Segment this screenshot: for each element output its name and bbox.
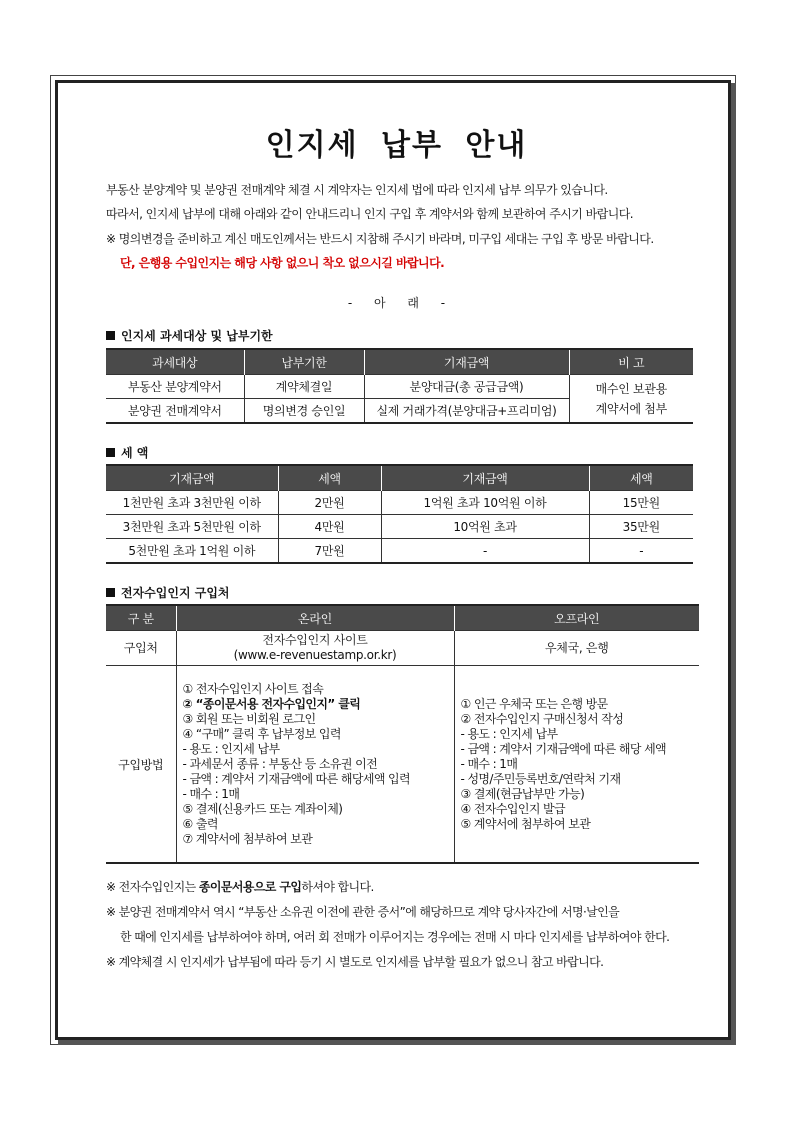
list-item: - 매수 : 1매 [460,756,518,771]
table-cell: 7만원 [278,539,381,564]
list-item: ⑥ 출력 [182,816,218,831]
list-item: - 금액 : 계약서 기재금액에 따른 해당세액 입력 [182,771,411,786]
list-item: ③ 회원 또는 비회원 로그인 [182,711,316,726]
online-place-url: (www.e-revenuestamp.or.kr) [233,648,397,662]
table-row [106,539,693,564]
table-cell: 10억원 초과 [381,515,589,539]
footnote-3: ※ 계약체결 시 인지세가 납부됨에 따라 등기 시 별도로 인지세를 납부할 필요가 없으니 참고 바랍니다. [106,955,604,969]
intro-line-3: ※ 명의변경을 준비하고 계신 매도인께서는 반드시 지참해 주시기 바라며, 미구입 세대는 구입 후 방문 바랍니다. [106,232,654,246]
table-cell: 1억원 초과 10억원 이하 [381,491,589,515]
row-label: 구입처 [106,631,176,666]
table-cell: 부동산 분양계약서 [106,375,244,399]
list-item: ① 전자수입인지 사이트 접속 [182,681,324,696]
header-cell: 세액 [589,465,693,491]
table-cell: 35만원 [589,515,693,539]
table-header-row [106,465,693,491]
table-cell: 실제 거래가격(분양대금+프리미엄) [364,399,569,424]
table-header-row [106,605,699,631]
offline-place-cell: 우체국, 은행 [454,631,699,666]
online-steps [176,666,454,864]
online-place-name: 전자수입인지 사이트 [262,633,368,647]
header-cell: 세액 [278,465,381,491]
table-cell: 4만원 [278,515,381,539]
row-label: 구입방법 [106,666,176,864]
header-cell: 기재금액 [364,349,569,375]
list-item: ② 전자수입인지 구매신청서 작성 [460,711,624,726]
section-heading-taxable [106,327,273,344]
intro-line-2: 따라서, 인지세 납부에 대해 아래와 같이 안내드리니 인지 구입 후 계약서와 함께 보관하여 주시기 바랍니다. [106,207,634,221]
remark-line: 매수인 보관용 [595,381,667,396]
list-item: ④ “구매” 클릭 후 납부정보 입력 [182,726,341,741]
section-heading-label: 전자수입인지 구입처 [121,586,230,600]
list-item: - 금액 : 계약서 기재금액에 따른 해당 세액 [460,741,667,756]
table-cell: - [381,539,589,564]
section-heading-label: 인지세 과세대상 및 납부기한 [121,329,273,343]
table-cell: 1천만원 초과 3천만원 이하 [106,491,278,515]
header-cell: 비 고 [569,349,693,375]
table-row [106,631,699,666]
offline-steps [454,666,699,864]
tax-amount-table [106,464,693,564]
section-heading-tax [106,444,148,461]
table-cell: 5천만원 초과 1억원 이하 [106,539,278,564]
list-item: ② “종이문서용 전자수입인지” 클릭 [182,696,361,711]
list-item: - 매수 : 1매 [182,786,240,801]
page-border-shadow-right [731,83,736,1045]
header-cell: 온라인 [176,605,454,631]
purchase-table [106,604,699,864]
online-place-cell [176,631,454,666]
list-item: ⑤ 계약서에 첨부하여 보관 [460,816,591,831]
table-cell: 명의변경 승인일 [244,399,364,424]
list-item: ⑦ 계약서에 첨부하여 보관 [182,831,313,846]
section-separator: - 아 래 - [347,296,446,310]
table-cell: 계약체결일 [244,375,364,399]
header-cell: 기재금액 [381,465,589,491]
table-cell: - [589,539,693,564]
table-row [106,375,693,399]
page-title: 인지세 납부 안내 [265,128,528,163]
table-cell: 2만원 [278,491,381,515]
table-cell: 분양대금(총 공급금액) [364,375,569,399]
intro-line-1: 부동산 분양계약 및 분양권 전매계약 체결 시 계약자는 인지세 법에 따라 인지세 납부 의무가 있습니다. [106,183,608,197]
intro-warning: 단, 은행용 수입인지는 해당 사항 없으니 착오 없으시길 바랍니다. [120,256,445,270]
footnote-1: ※ 전자수입인지는 종이문서용으로 구입하셔야 합니다. [106,880,374,894]
list-item: ⑤ 결제(신용카드 또는 계좌이체) [182,801,343,816]
header-cell: 구 분 [106,605,176,631]
list-item: - 과세문서 종류 : 부동산 등 소유권 이전 [182,756,378,771]
header-cell: 기재금액 [106,465,278,491]
section-heading-label: 세 액 [121,446,149,460]
remark-cell [569,375,693,424]
square-bullet-icon [106,331,115,340]
remark-line: 계약서에 첨부 [595,401,667,416]
table-header-row [106,349,693,375]
table-row [106,515,693,539]
header-cell: 오프라인 [454,605,699,631]
table-cell: 분양권 전매계약서 [106,399,244,424]
square-bullet-icon [106,448,115,457]
list-item: ① 인근 우체국 또는 은행 방문 [460,696,608,711]
list-item: ④ 전자수입인지 발급 [460,801,566,816]
taxable-table [106,348,693,424]
list-item: - 용도 : 인지세 납부 [460,726,558,741]
page-border-shadow-bottom [58,1040,736,1045]
list-item: ③ 결제(현금납부만 가능) [460,786,585,801]
table-cell: 15만원 [589,491,693,515]
list-item: - 성명/주민등록번호/연락처 기재 [460,771,621,786]
list-item: - 용도 : 인지세 납부 [182,741,280,756]
section-heading-purchase [106,584,230,601]
footnote-2-continued: 한 때에 인지세를 납부하여야 하며, 여러 회 전매가 이루어지는 경우에는 전매 시 마다 인지세를 납부하여야 한다. [120,930,670,944]
square-bullet-icon [106,588,115,597]
header-cell: 과세대상 [106,349,244,375]
table-cell: 3천만원 초과 5천만원 이하 [106,515,278,539]
table-row [106,666,699,864]
table-row [106,491,693,515]
footnote-2: ※ 분양권 전매계약서 역시 “부동산 소유권 이전에 관한 증서”에 해당하므로 계약 당사자간에 서명·날인을 [106,905,620,919]
header-cell: 납부기한 [244,349,364,375]
